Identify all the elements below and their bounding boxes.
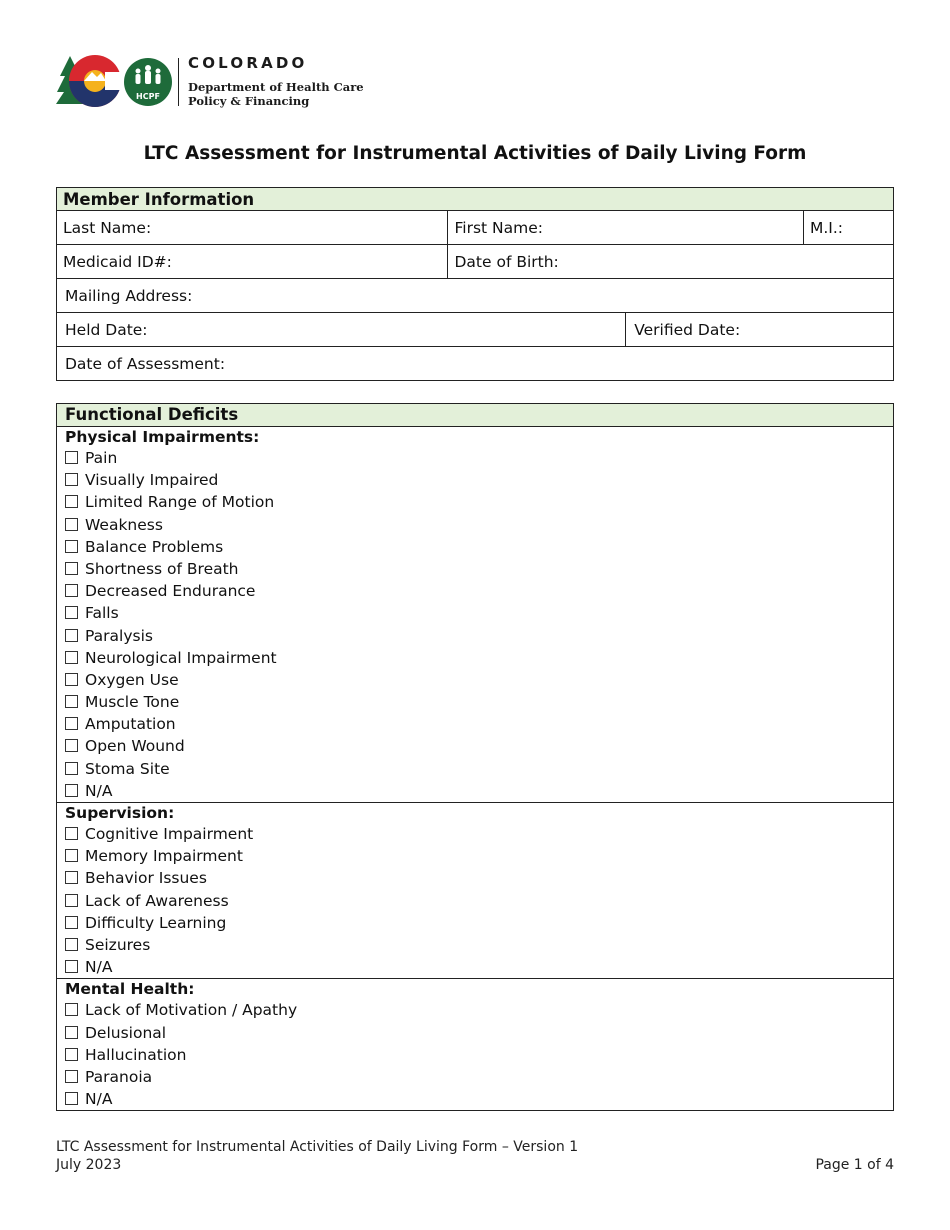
checkbox-icon[interactable]: [65, 739, 78, 752]
checkbox-icon[interactable]: [65, 894, 78, 907]
last-name-field[interactable]: Last Name:: [57, 211, 448, 245]
checkbox-icon[interactable]: [65, 673, 78, 686]
functional-deficits-heading: Functional Deficits: [57, 404, 893, 427]
page-title: LTC Assessment for Instrumental Activities of Daily Living Form: [143, 143, 807, 164]
checkbox-icon[interactable]: [65, 451, 78, 464]
checkbox-label: Lack of Awareness: [85, 891, 229, 910]
checkbox-icon[interactable]: [65, 1003, 78, 1016]
physical-checkbox-item[interactable]: [65, 780, 885, 802]
date-of-assessment-field[interactable]: Date of Assessment:: [57, 347, 894, 381]
checkbox-icon[interactable]: [65, 827, 78, 840]
checkbox-label: N/A: [85, 781, 113, 800]
first-name-field[interactable]: First Name:: [448, 211, 804, 245]
mental-health-checkbox-item[interactable]: [65, 999, 885, 1021]
checkbox-label: Amputation: [85, 715, 176, 734]
checkbox-icon[interactable]: [65, 871, 78, 884]
physical-impairments-group: [57, 427, 893, 802]
held-date-field[interactable]: Held Date:: [57, 313, 626, 347]
checkbox-label: Limited Range of Motion: [85, 493, 275, 512]
supervision-list: [65, 823, 885, 978]
physical-checkbox-item[interactable]: [65, 669, 885, 691]
physical-checkbox-item[interactable]: [65, 447, 885, 469]
checkbox-label: Muscle Tone: [85, 693, 180, 712]
footer-page-number: Page 1 of 4: [815, 1157, 894, 1173]
checkbox-label: Behavior Issues: [85, 869, 207, 888]
colorado-c-logo-icon: [56, 54, 122, 110]
member-information-table: [56, 187, 894, 381]
checkbox-icon[interactable]: [65, 960, 78, 973]
mental-health-group: [57, 978, 893, 1110]
checkbox-icon[interactable]: [65, 1048, 78, 1061]
checkbox-label: Neurological Impairment: [85, 648, 277, 667]
checkbox-label: Paranoia: [85, 1067, 153, 1086]
checkbox-label: Visually Impaired: [85, 471, 219, 490]
hcpf-seal-icon: [123, 56, 173, 108]
supervision-checkbox-item[interactable]: [65, 823, 885, 845]
physical-impairments-list: [65, 447, 885, 802]
checkbox-icon[interactable]: [65, 695, 78, 708]
mental-health-title: Mental Health:: [65, 980, 195, 999]
checkbox-icon[interactable]: [65, 1026, 78, 1039]
mental-health-checkbox-item[interactable]: [65, 1022, 885, 1044]
checkbox-label: Difficulty Learning: [85, 913, 227, 932]
checkbox-icon[interactable]: [65, 629, 78, 642]
checkbox-icon[interactable]: [65, 495, 78, 508]
checkbox-label: Seizures: [85, 935, 151, 954]
supervision-checkbox-item[interactable]: [65, 956, 885, 978]
department-name: [188, 80, 364, 108]
physical-checkbox-item[interactable]: [65, 602, 885, 624]
supervision-group: [57, 802, 893, 978]
checkbox-label: Falls: [85, 604, 119, 623]
footer-left: [56, 1138, 578, 1174]
physical-checkbox-item[interactable]: [65, 491, 885, 513]
dept-line-1: Department of Health Care: [188, 80, 364, 94]
checkbox-icon[interactable]: [65, 762, 78, 775]
physical-checkbox-item[interactable]: [65, 625, 885, 647]
physical-checkbox-item[interactable]: [65, 691, 885, 713]
checkbox-icon[interactable]: [65, 651, 78, 664]
checkbox-label: Lack of Motivation / Apathy: [85, 1001, 298, 1020]
supervision-checkbox-item[interactable]: [65, 890, 885, 912]
mailing-address-field[interactable]: Mailing Address:: [57, 279, 894, 313]
checkbox-icon[interactable]: [65, 1070, 78, 1083]
checkbox-label: Decreased Endurance: [85, 582, 256, 601]
mental-health-checkbox-item[interactable]: [65, 1066, 885, 1088]
physical-checkbox-item[interactable]: [65, 647, 885, 669]
footer-date: July 2023: [56, 1157, 122, 1173]
physical-checkbox-item[interactable]: [65, 580, 885, 602]
page-header: [56, 54, 386, 110]
checkbox-icon[interactable]: [65, 584, 78, 597]
checkbox-label: Balance Problems: [85, 537, 224, 556]
checkbox-icon[interactable]: [65, 606, 78, 619]
checkbox-label: Delusional: [85, 1023, 167, 1042]
footer-form-version: LTC Assessment for Instrumental Activities of Daily Living Form – Version 1: [56, 1139, 579, 1155]
checkbox-label: Shortness of Breath: [85, 559, 239, 578]
logo-divider: [178, 58, 179, 106]
checkbox-icon[interactable]: [65, 518, 78, 531]
mental-health-list: [65, 999, 885, 1110]
verified-date-field[interactable]: Verified Date:: [626, 313, 894, 347]
supervision-checkbox-item[interactable]: [65, 867, 885, 889]
checkbox-label: Pain: [85, 449, 118, 467]
checkbox-label: Weakness: [85, 515, 163, 534]
checkbox-label: N/A: [85, 1090, 113, 1109]
checkbox-label: Stoma Site: [85, 759, 170, 778]
checkbox-icon[interactable]: [65, 1092, 78, 1105]
checkbox-label: Hallucination: [85, 1045, 187, 1064]
checkbox-icon[interactable]: [65, 938, 78, 951]
checkbox-icon[interactable]: [65, 849, 78, 862]
supervision-checkbox-item[interactable]: [65, 845, 885, 867]
member-information-heading: Member Information: [57, 188, 894, 211]
checkbox-icon[interactable]: [65, 784, 78, 797]
checkbox-label: Oxygen Use: [85, 670, 179, 689]
brand-name: COLORADO: [188, 54, 308, 72]
physical-checkbox-item[interactable]: [65, 758, 885, 780]
mental-health-checkbox-item[interactable]: [65, 1044, 885, 1066]
checkbox-label: N/A: [85, 958, 113, 977]
dept-line-2: Policy & Financing: [188, 94, 310, 108]
checkbox-icon[interactable]: [65, 540, 78, 553]
checkbox-label: Open Wound: [85, 737, 185, 756]
physical-checkbox-item[interactable]: [65, 536, 885, 558]
physical-checkbox-item[interactable]: [65, 469, 885, 491]
checkbox-label: Memory Impairment: [85, 847, 243, 866]
hcpf-seal-text: HCPF: [136, 92, 160, 101]
checkbox-icon[interactable]: [65, 717, 78, 730]
checkbox-icon[interactable]: [65, 473, 78, 486]
medicaid-id-field[interactable]: Medicaid ID#:: [57, 245, 448, 279]
physical-checkbox-item[interactable]: [65, 514, 885, 536]
supervision-title: Supervision:: [65, 804, 175, 822]
physical-checkbox-item[interactable]: [65, 735, 885, 757]
checkbox-label: Cognitive Impairment: [85, 825, 254, 843]
supervision-checkbox-item[interactable]: [65, 912, 885, 934]
physical-impairments-title: Physical Impairments:: [65, 428, 260, 446]
middle-initial-field[interactable]: M.I.:: [804, 211, 894, 245]
checkbox-icon[interactable]: [65, 562, 78, 575]
date-of-birth-field[interactable]: Date of Birth:: [448, 245, 894, 279]
supervision-checkbox-item[interactable]: [65, 934, 885, 956]
checkbox-icon[interactable]: [65, 916, 78, 929]
physical-checkbox-item[interactable]: [65, 713, 885, 735]
physical-checkbox-item[interactable]: [65, 558, 885, 580]
functional-deficits-section: [56, 403, 894, 1111]
mental-health-checkbox-item[interactable]: [65, 1088, 885, 1110]
checkbox-label: Paralysis: [85, 626, 153, 645]
